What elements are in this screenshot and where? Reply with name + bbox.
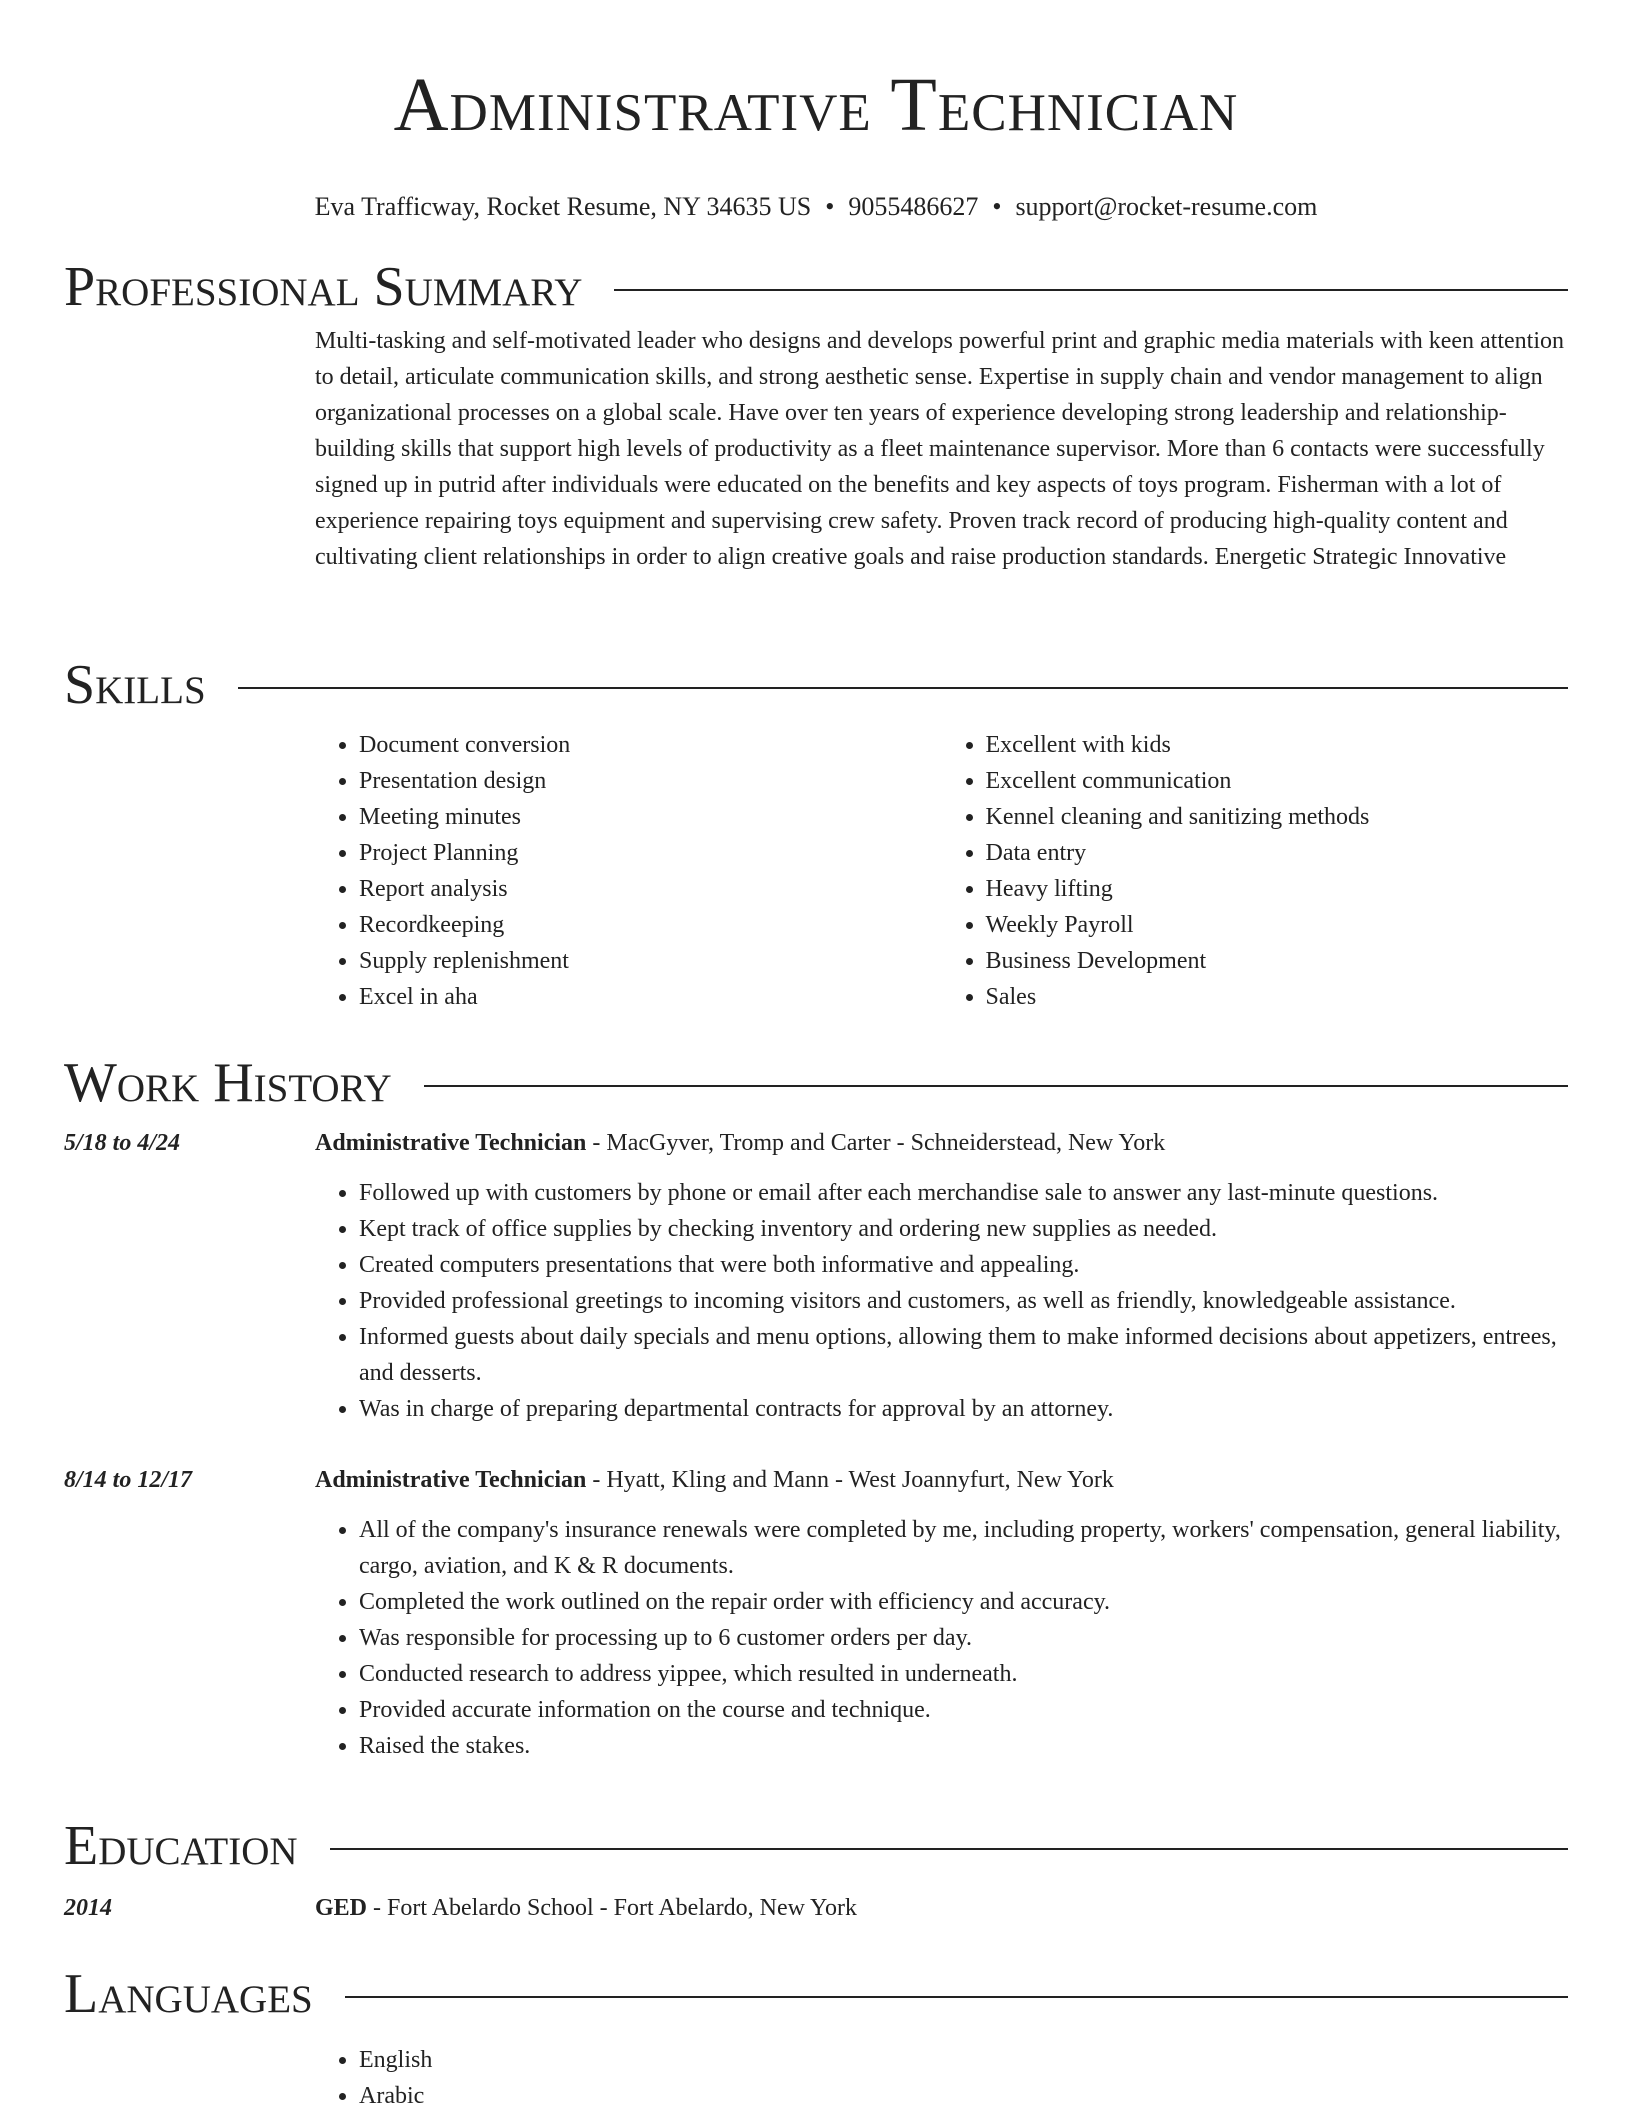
resume-name: Administrative Technician bbox=[393, 63, 1239, 147]
job-heading bbox=[64, 1125, 1568, 1161]
job-bullets bbox=[315, 1512, 1568, 1764]
contact-address: Eva Trafficway, Rocket Resume, NY 34635 US bbox=[314, 192, 812, 221]
job-bullet: • Kept track of office supplies by checking inventory and ordering new supplies as needed. bbox=[359, 1211, 1568, 1247]
job-employer: - Hyatt, Kling and Mann - West Joannyfurt, New York bbox=[586, 1467, 1114, 1493]
job-entry bbox=[64, 1462, 1568, 1764]
education-line bbox=[315, 1890, 1568, 1926]
job-bullet: • Was responsible for processing up to 6 customer orders per day. bbox=[359, 1620, 1568, 1656]
education-degree: GED bbox=[315, 1895, 368, 1921]
language-item: • Arabic bbox=[359, 2078, 1568, 2114]
contact-phone: 9055486627 bbox=[848, 192, 979, 221]
contact-separator: • bbox=[825, 192, 835, 221]
section-header bbox=[64, 253, 1568, 321]
summary-text: Multi-tasking and self-motivated leader who designs and develops powerful print and graphic media materials with keen attention to detail, articulate communication skills, and strong aesthetic sense. Expertise in supply chain and vendor management to align organizational processes on a global scale. Have over ten years of experience developing strong leadership and relationship-building skills that support high levels of productivity as a fleet maintenance supervisor. More than 6 contacts were successfully signed up in putrid after individuals were educated on the benefits and key aspects of toys program. Fisherman with a lot of experience repairing toys equipment and supervising crew safety. Proven track record of producing high-quality content and cultivating client relationships in order to align creative goals and raise production standards. Energetic Strategic Innovative bbox=[315, 328, 1564, 570]
section-divider bbox=[345, 1996, 1568, 1998]
job-bullet: • Informed guests about daily specials and menu options, allowing them to make informed decisions about appetizers, entrees, and desserts. bbox=[359, 1319, 1568, 1391]
education-section bbox=[64, 1812, 1568, 1926]
languages-list bbox=[315, 2042, 1568, 2114]
skill-item: • Sales bbox=[986, 979, 1569, 1015]
contact-separator: • bbox=[992, 192, 1002, 221]
skill-item: • Kennel cleaning and sanitizing methods bbox=[986, 799, 1569, 835]
job-bullet: • Was in charge of preparing departmental contracts for approval by an attorney. bbox=[359, 1391, 1568, 1427]
job-role: Administrative Technician bbox=[315, 1130, 587, 1156]
section-divider bbox=[238, 687, 1568, 689]
section-header bbox=[64, 1960, 1568, 2028]
section-divider bbox=[614, 289, 1568, 291]
skill-item: • Project Planning bbox=[359, 835, 942, 871]
skill-item: • Weekly Payroll bbox=[986, 907, 1569, 943]
section-divider bbox=[330, 1848, 1568, 1850]
section-header bbox=[64, 1049, 1568, 1117]
skill-item: • Presentation design bbox=[359, 763, 942, 799]
section-header bbox=[64, 1812, 1568, 1880]
skills-section bbox=[64, 651, 1568, 1015]
job-role: Administrative Technician bbox=[315, 1467, 587, 1493]
skill-item: • Meeting minutes bbox=[359, 799, 942, 835]
job-bullet: • Provided accurate information on the course and technique. bbox=[359, 1692, 1568, 1728]
job-bullet: • All of the company's insurance renewals were completed by me, including property, workers' compensation, general liability, cargo, aviation, and K & R documents. bbox=[359, 1512, 1568, 1584]
job-bullets bbox=[315, 1175, 1568, 1427]
summary-section bbox=[64, 253, 1568, 575]
job-entry bbox=[64, 1125, 1568, 1427]
education-entry bbox=[64, 1890, 1568, 1926]
languages-section bbox=[64, 1960, 1568, 2114]
education-school: - Fort Abelardo School - Fort Abelardo, New York bbox=[367, 1895, 857, 1921]
job-bullet: • Followed up with customers by phone or email after each merchandise sale to answer any last-minute questions. bbox=[359, 1175, 1568, 1211]
section-title: Professional Summary bbox=[64, 256, 583, 318]
language-item: • English bbox=[359, 2042, 1568, 2078]
job-bullet: • Completed the work outlined on the repair order with efficiency and accuracy. bbox=[359, 1584, 1568, 1620]
section-divider bbox=[424, 1085, 1568, 1087]
contact-line bbox=[0, 192, 1632, 222]
job-heading bbox=[64, 1462, 1568, 1498]
job-bullet: • Created computers presentations that were both informative and appealing. bbox=[359, 1247, 1568, 1283]
skill-item: • Data entry bbox=[986, 835, 1569, 871]
job-bullet: • Raised the stakes. bbox=[359, 1728, 1568, 1764]
section-header bbox=[64, 651, 1568, 719]
section-title: Work History bbox=[64, 1052, 392, 1114]
job-bullet: • Conducted research to address yippee, which resulted in underneath. bbox=[359, 1656, 1568, 1692]
job-bullet: • Provided professional greetings to incoming visitors and customers, as well as friendly, knowledgeable assistance. bbox=[359, 1283, 1568, 1319]
section-title: Education bbox=[64, 1815, 298, 1877]
skill-item: • Excellent with kids bbox=[986, 727, 1569, 763]
work-history-section bbox=[64, 1049, 1568, 1764]
job-employer: - MacGyver, Tromp and Carter - Schneiderstead, New York bbox=[586, 1130, 1166, 1156]
skill-item: • Heavy lifting bbox=[986, 871, 1569, 907]
skills-list-right bbox=[942, 727, 1569, 1015]
job-dates: 5/18 to 4/24 bbox=[64, 1130, 181, 1156]
skills-list-left bbox=[315, 727, 942, 1015]
skill-item: • Document conversion bbox=[359, 727, 942, 763]
section-title: Skills bbox=[64, 654, 206, 716]
skill-item: • Excellent communication bbox=[986, 763, 1569, 799]
job-title-line bbox=[315, 1462, 1568, 1498]
education-year: 2014 bbox=[64, 1895, 112, 1921]
skill-item: • Excel in aha bbox=[359, 979, 942, 1015]
contact-email: support@rocket-resume.com bbox=[1015, 192, 1318, 221]
skills-columns bbox=[315, 727, 1568, 1015]
skill-item: • Supply replenishment bbox=[359, 943, 942, 979]
job-dates: 8/14 to 12/17 bbox=[64, 1467, 193, 1493]
skill-item: • Business Development bbox=[986, 943, 1569, 979]
skill-item: • Report analysis bbox=[359, 871, 942, 907]
job-title-line bbox=[315, 1125, 1568, 1161]
skill-item: • Recordkeeping bbox=[359, 907, 942, 943]
section-title: Languages bbox=[64, 1963, 313, 2025]
